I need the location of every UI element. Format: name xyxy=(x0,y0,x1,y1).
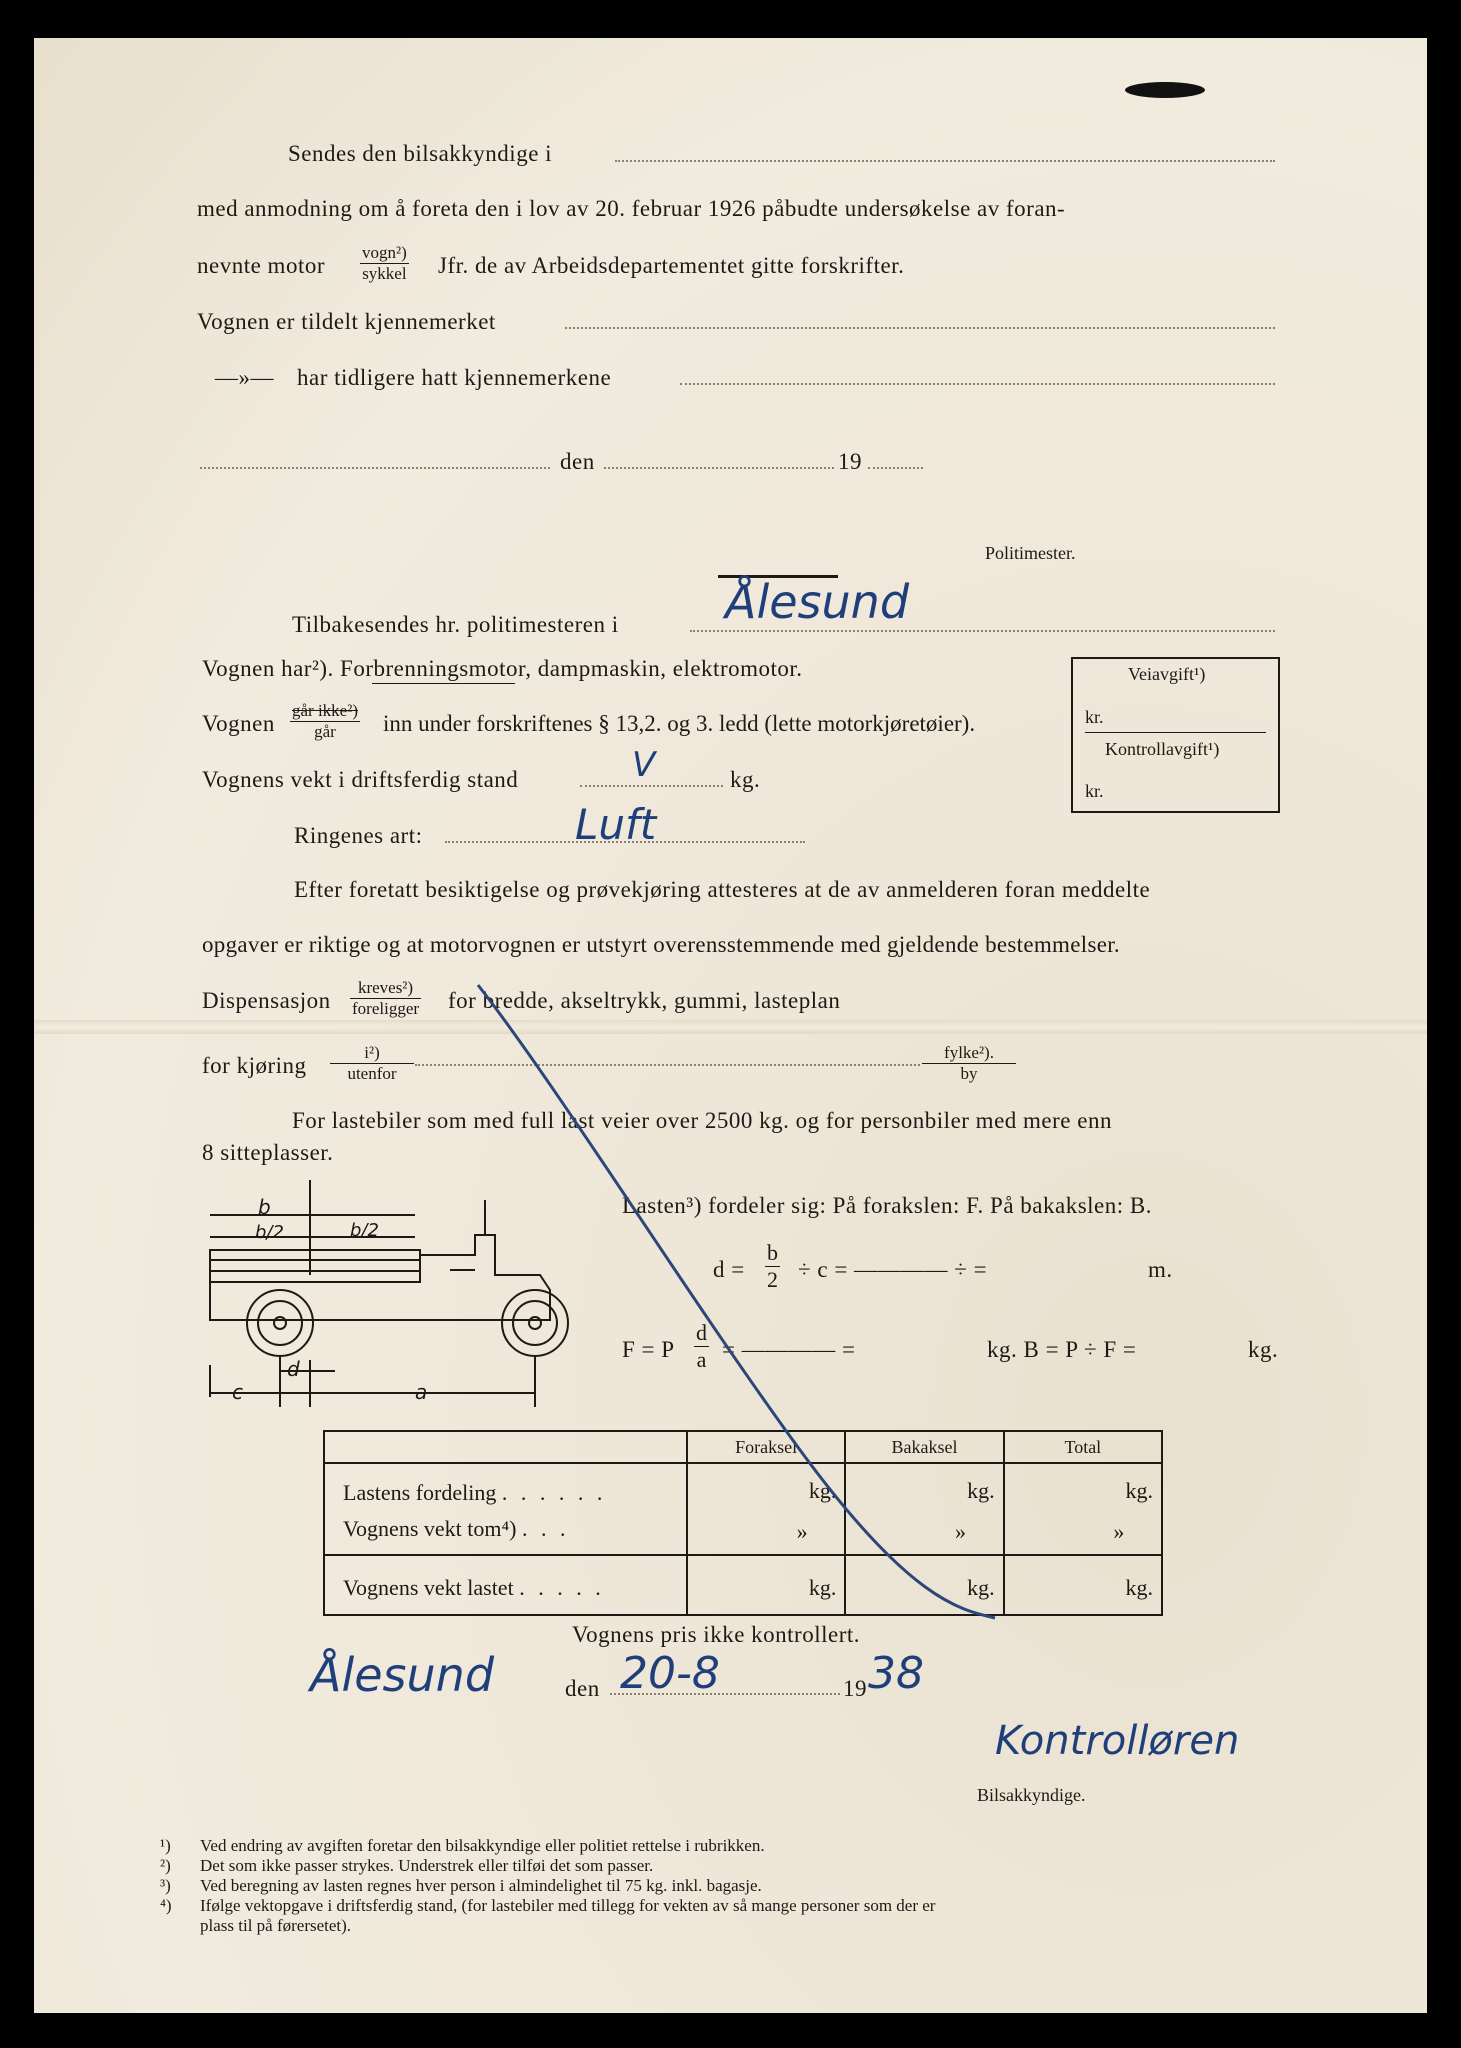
fylke-by-fraction: fylke²). by xyxy=(922,1043,1016,1084)
handwritten-ringenes: Luft xyxy=(575,800,657,849)
d-eq: d = xyxy=(713,1257,745,1282)
truck-label-b2b: b/2 xyxy=(350,1220,379,1241)
table-cell[interactable]: » xyxy=(845,1509,1003,1555)
lastebiler-text-2: 8 sitteplasser. xyxy=(202,1140,334,1165)
vekt-field[interactable] xyxy=(580,785,723,787)
kjennemerket-label: Vognen er tildelt kjennemerket xyxy=(197,309,496,334)
forbrennings-underline xyxy=(372,683,515,684)
lastebiler-text-1: For lastebiler som med full last veier over 2500 kg. og for personbiler med mere enn xyxy=(292,1108,1112,1133)
table-cell[interactable]: kg. xyxy=(1004,1555,1162,1615)
handwritten-date: 20-8 xyxy=(620,1648,720,1699)
m-unit: m. xyxy=(1148,1257,1173,1282)
den-label-bottom: den xyxy=(565,1676,600,1701)
anmodning-text: med anmodning om å foreta den i lov av 20. februar 1926 påbudte undersøkelse av foran- xyxy=(197,196,1066,221)
kg-b-eq: kg. B = P ÷ F = xyxy=(987,1337,1137,1362)
bilsakkyndige-label: Bilsakkyndige. xyxy=(977,1785,1086,1805)
truck-bed xyxy=(210,1250,420,1282)
footnote-4-cont: plass til på førersetet). xyxy=(200,1916,352,1935)
year-field-top[interactable] xyxy=(868,467,923,469)
vekt-label: Vognens vekt i driftsferdig stand xyxy=(202,767,519,792)
table-header-empty xyxy=(324,1431,687,1463)
truck-body xyxy=(210,1235,550,1320)
sendes-label: Sendes den bilsakkyndige i xyxy=(288,141,553,166)
jfr-text: Jfr. de av Arbeidsdepartementet gitte forskrifter. xyxy=(438,253,905,278)
table-cell[interactable]: kg. xyxy=(687,1463,845,1509)
table-cell[interactable]: kg. xyxy=(687,1555,845,1615)
ditto-mark: —»— xyxy=(215,365,274,390)
table-cell[interactable]: » xyxy=(687,1509,845,1555)
tilbakesendes-label: Tilbakesendes hr. politimesteren i xyxy=(292,612,619,637)
efter-text-1: Efter foretatt besiktigelse og prøvekjøring attesteres at de av anmelderen foran meddelte xyxy=(294,877,1151,902)
date-field-top[interactable] xyxy=(604,467,834,469)
ringenes-label: Ringenes art: xyxy=(294,823,423,848)
kr-label-2: kr. xyxy=(1085,781,1104,801)
handwritten-vekt-mark: V xyxy=(632,745,656,785)
f-rest: = ———— = xyxy=(722,1337,856,1362)
vognen-label: Vognen xyxy=(202,711,275,736)
footnote-3: ³) Ved beregning av lasten regnes hver person i almindelighet til 75 kg. inkl. bagasje. xyxy=(160,1876,762,1895)
forskrift-text: inn under forskriftenes § 13,2. og 3. ledd (lette motorkjøretøier). xyxy=(383,711,976,736)
den-label-top: den xyxy=(560,449,595,474)
kjoring-field[interactable] xyxy=(415,1064,920,1066)
tidligere-kjennemerker-field[interactable] xyxy=(680,383,1275,385)
handwritten-tilbake-city: Ålesund xyxy=(725,575,910,629)
dispensasjon-label: Dispensasjon xyxy=(202,988,331,1013)
kontrollavgift-label: Kontrollavgift¹) xyxy=(1105,739,1220,759)
lasten-text: Lasten³) fordeler sig: På forakslen: F. På bakakslen: B. xyxy=(622,1193,1152,1218)
paper-fold xyxy=(34,1020,1427,1034)
table-header-bakaksel: Bakaksel xyxy=(845,1431,1003,1463)
footnote-1: ¹) Ved endring av avgiften foretar den bilsakkyndige eller politiet rettelse i rubrikken. xyxy=(160,1836,765,1855)
table-row: Lastens fordeling . . . . . . kg. kg. kg. xyxy=(324,1463,1162,1509)
vognen-har-text: Vognen har²). Forbrenningsmotor, dampmaskin, elektromotor. xyxy=(202,656,803,681)
rear-wheel xyxy=(247,1290,313,1356)
place-field-top[interactable] xyxy=(200,467,550,469)
truck-label-d: d xyxy=(287,1357,300,1381)
handwritten-year: 38 xyxy=(868,1648,924,1699)
footnote-4: ⁴) Ifølge vektopgave i driftsferdig stand, (for lastebiler med tillegg for vekten av så mange personer som der er xyxy=(160,1896,936,1915)
truck-label-b2a: b/2 xyxy=(255,1222,284,1243)
tilbakesendes-field[interactable] xyxy=(690,630,1275,632)
kjoring-label: for kjøring xyxy=(202,1053,307,1078)
b-over-2-fraction: $\frac{b}{2}$ xyxy=(767,1240,778,1292)
front-wheel xyxy=(502,1290,568,1356)
table-cell[interactable]: » xyxy=(1004,1509,1162,1555)
handwritten-signature: Kontrolløren xyxy=(995,1718,1240,1764)
kreves-fraction: kreves²) foreligger xyxy=(352,978,420,1018)
table-cell[interactable]: kg. xyxy=(845,1463,1003,1509)
sendes-field[interactable] xyxy=(615,160,1275,162)
weight-distribution-table xyxy=(323,1430,1163,1616)
f-eq: F = P xyxy=(622,1337,675,1362)
table-cell[interactable]: kg. xyxy=(845,1555,1003,1615)
veiavgift-field[interactable] xyxy=(1085,732,1266,733)
dispensasjon-text: for bredde, akseltrykk, gummi, lasteplan xyxy=(448,988,841,1013)
year-prefix-bottom: 19 xyxy=(843,1676,867,1701)
ink-blot xyxy=(1125,82,1205,98)
d-over-a-fraction: $\frac{d}{a}$ xyxy=(696,1320,707,1372)
vogn-sykkel-fraction: vogn²) sykkel xyxy=(362,243,407,283)
handwritten-place: Ålesund xyxy=(310,1648,495,1702)
efter-text-2: opgaver er riktige og at motorvognen er utstyrt overensstemmende med gjeldende bestemmelser. xyxy=(202,932,1120,957)
table-row: Vognens vekt tom⁴) . . . » » » xyxy=(324,1509,1162,1555)
kr-label-1: kr. xyxy=(1085,707,1104,727)
kjennemerket-field[interactable] xyxy=(565,327,1275,329)
truck-label-b: b xyxy=(258,1195,271,1219)
vekt-unit: kg. xyxy=(730,767,761,792)
fee-box xyxy=(1071,657,1280,813)
nevnte-motor-text: nevnte motor xyxy=(197,253,325,278)
table-header-total: Total xyxy=(1004,1431,1162,1463)
veiavgift-label: Veiavgift¹) xyxy=(1128,664,1206,684)
kg-end: kg. xyxy=(1248,1337,1279,1362)
year-prefix-top: 19 xyxy=(838,449,862,474)
truck-label-c: c xyxy=(232,1380,243,1404)
tidligere-kjennemerker-label: har tidligere hatt kjennemerkene xyxy=(297,365,612,390)
gar-ikke-fraction: går ikke²) går xyxy=(292,701,358,741)
i-utenfor-fraction: i²) utenfor xyxy=(330,1043,414,1084)
pris-text: Vognens pris ikke kontrollert. xyxy=(572,1622,860,1647)
footnote-2: ²) Det som ikke passer strykes. Understrek eller tilføi det som passer. xyxy=(160,1856,654,1875)
table-row: Vognens vekt lastet . . . . . kg. kg. kg. xyxy=(324,1555,1162,1615)
truck-label-a: a xyxy=(415,1380,428,1404)
politimester-label: Politimester. xyxy=(985,543,1076,563)
table-header-foraksel: Foraksel xyxy=(687,1431,845,1463)
d-rest: ÷ c = ———— ÷ = xyxy=(798,1257,988,1282)
table-cell[interactable]: kg. xyxy=(1004,1463,1162,1509)
